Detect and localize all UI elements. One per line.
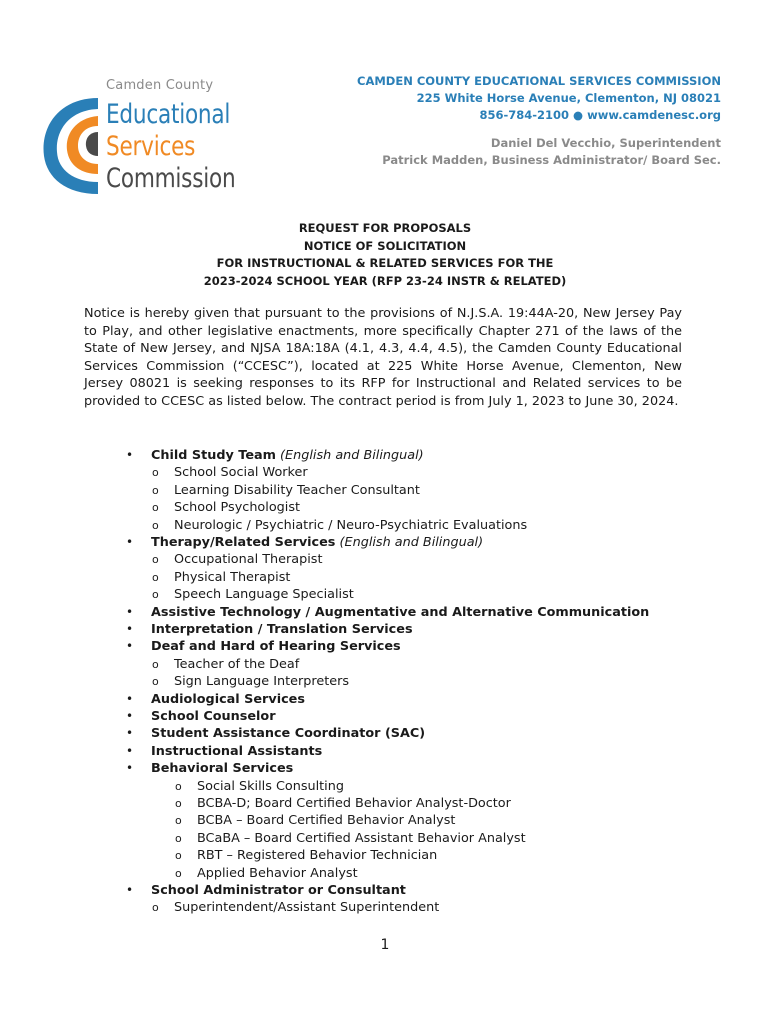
logo-county-text: Camden County (106, 78, 214, 93)
letterhead-contact: 856-784-2100 ● www.camdenesc.org (479, 108, 721, 122)
title-line-1: REQUEST FOR PROPOSALS (298, 221, 472, 235)
letterhead-administrator: Patrick Madden, Business Administrator/ Board Sec. (382, 153, 721, 167)
logo-swoosh-icon (40, 96, 102, 196)
letterhead-org: CAMDEN COUNTY EDUCATIONAL SERVICES COMMISSION (357, 74, 721, 88)
letterhead-superintendent: Daniel Del Vecchio, Superintendent (490, 136, 721, 150)
title-line-3: FOR INSTRUCTIONAL & RELATED SERVICES FOR THE (216, 256, 554, 270)
title-line-2: NOTICE OF SOLICITATION (303, 238, 467, 253)
logo-word-services: Services (106, 131, 196, 162)
page-number: 1 (380, 937, 390, 953)
intro-paragraph: Notice is hereby given that pursuant to the provisions of N.J.S.A. 19:44A-20, New Jersey Pay to Play, and other legislative enactments, more specifically Chapter 271 of the laws of the State of New Jersey, and NJSA 18A:18A (4.1, 4.3, 4.4, 4.5), the Camden County Educational Services Commission (“CCESC”), located at 225 White Horse Avenue, Clementon, New Jersey 08021 is seeking responses to its RFP for Instructional and Related services to be provided to CCESC as listed below. The contract period is from July 1, 2023 to June 30, 2024. (84, 306, 682, 409)
logo-word-commission: Commission (106, 163, 236, 194)
title-line-4: 2023-2024 SCHOOL YEAR (RFP 23-24 INSTR & RELATED) (203, 273, 567, 288)
letterhead-address: 225 White Horse Avenue, Clementon, NJ 08021 (416, 91, 721, 105)
letterhead (357, 73, 721, 169)
ccesc-logo (40, 78, 245, 203)
logo-word-educational: Educational (106, 99, 231, 130)
rfp-title (0, 220, 770, 290)
